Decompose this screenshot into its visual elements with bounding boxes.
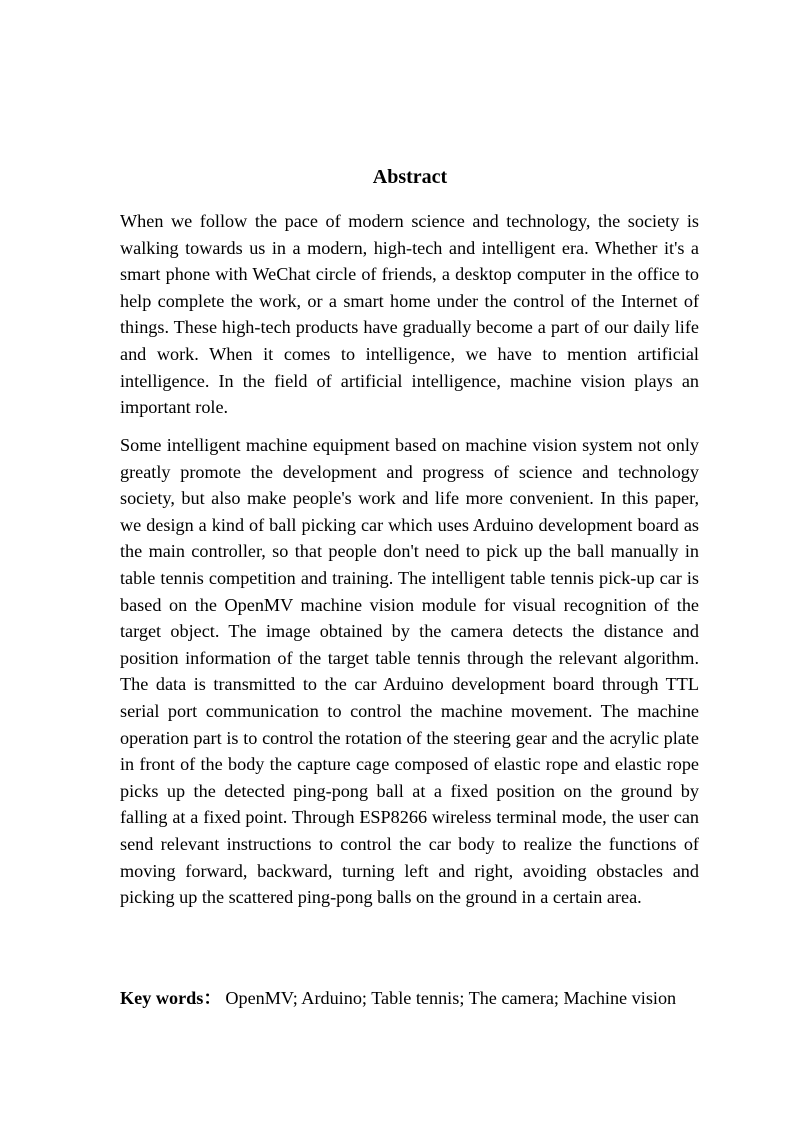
keywords-separator: ： [203,988,222,1008]
abstract-paragraph-1: When we follow the pace of modern science and technology, the society is walking towards us in a modern, high-tech and intelligent era. Whether it's a smart phone with WeChat circle of friends, a desktop computer in the office to help complete the work, or a smart home under the control of the Internet of things. These high-tech products have gradually become a part of our daily life and work. When it comes to intelligence, we have to mention artificial intelligence. In the field of artificial intelligence, machine vision plays an important role. [120,211,699,418]
abstract-title: Abstract [372,166,448,188]
abstract-paragraph-2: Some intelligent machine equipment based on machine vision system not only greatly promote the development and progress of science and technology society, but also make people's work and life more convenient. In this paper, we design a kind of ball picking car which uses Arduino development board as the main controller, so that people don't need to pick up the ball manually in table tennis competition and training. The intelligent table tennis pick-up car is based on the OpenMV machine vision module for visual recognition of the target object. The image obtained by the camera detects the distance and position information of the target table tennis through the relevant algorithm. The data is transmitted to the car Arduino development board through TTL serial port communication to control the machine movement. The machine operation part is to control the rotation of the steering gear and the acrylic plate in front of the body the capture cage composed of elastic rope and elastic rope picks up the detected ping-pong ball at a fixed position on the ground by falling at a fixed point. Through ESP8266 wireless terminal mode, the user can send relevant instructions to control the car body to realize the functions of moving forward, backward, turning left and right, avoiding obstacles and picking up the scattered ping-pong balls on the ground in a certain area. [120,435,699,908]
keywords-value: OpenMV; Arduino; Table tennis; The camera; Machine vision [225,988,677,1008]
keywords-label: Key words [120,988,204,1008]
keywords-line [120,985,720,1012]
